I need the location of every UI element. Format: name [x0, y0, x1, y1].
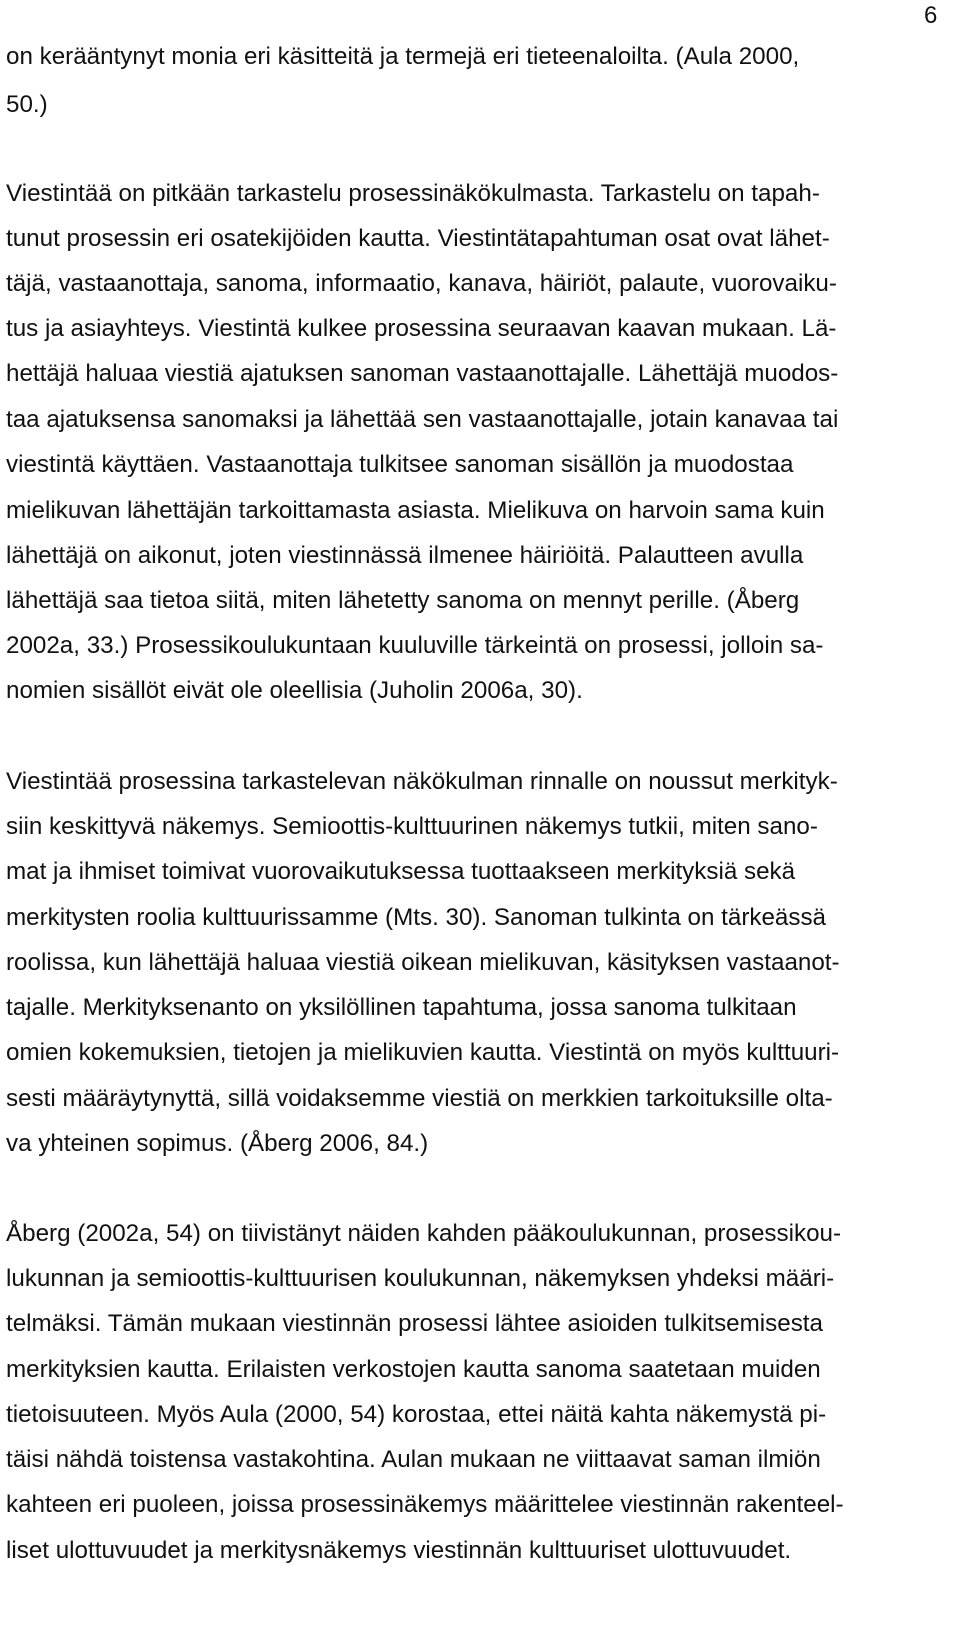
text-line: roolissa, kun lähettäjä haluaa viestiä oikean mielikuvan, käsityksen vastaanot-: [6, 949, 840, 976]
text-line: lähettäjä on aikonut, joten viestinnässä ilmenee häiriöitä. Palautteen avulla: [6, 542, 804, 569]
text-line: hettäjä haluaa viestiä ajatuksen sanoman vastaanottajalle. Lähettäjä muodos-: [6, 360, 839, 387]
text-line: lukunnan ja semioottis-kulttuurisen koulukunnan, näkemyksen yhdeksi määri-: [6, 1265, 835, 1292]
text-line: Viestintää on pitkään tarkastelu prosessinäkökulmasta. Tarkastelu on tapah-: [6, 180, 820, 207]
text-line: Åberg (2002a, 54) on tiivistänyt näiden kahden pääkoulukunnan, prosessikou-: [6, 1220, 842, 1247]
text-line: tajalle. Merkityksenanto on yksilöllinen tapahtuma, jossa sanoma tulkitaan: [6, 994, 797, 1021]
text-line: viestintä käyttäen. Vastaanottaja tulkitsee sanoman sisällön ja muodostaa: [6, 451, 794, 478]
text-line: va yhteinen sopimus. (Åberg 2006, 84.): [6, 1130, 429, 1157]
text-line: taa ajatuksensa sanomaksi ja lähettää sen vastaanottajalle, jotain kanavaa tai: [6, 406, 839, 433]
text-line: täjä, vastaanottaja, sanoma, informaatio, kanava, häiriöt, palaute, vuorovaiku-: [6, 270, 837, 297]
text-line: 2002a, 33.) Prosessikoulukuntaan kuuluville tärkeintä on prosessi, jolloin sa-: [6, 632, 824, 659]
text-line: lähettäjä saa tietoa siitä, miten lähetetty sanoma on mennyt perille. (Åberg: [6, 587, 800, 614]
text-line: omien kokemuksien, tietojen ja mielikuvien kautta. Viestintä on myös kulttuuri-: [6, 1039, 840, 1066]
text-line: täisi nähdä toistensa vastakohtina. Aulan mukaan ne viittaavat saman ilmiön: [6, 1446, 821, 1473]
text-line: sesti määräytynyttä, sillä voidaksemme viestiä on merkkien tarkoituksille olta-: [6, 1085, 833, 1112]
text-line: merkityksien kautta. Erilaisten verkostojen kautta sanoma saatetaan muiden: [6, 1356, 821, 1383]
text-line: mielikuvan lähettäjän tarkoittamasta asiasta. Mielikuva on harvoin sama kuin: [6, 497, 825, 524]
text-line: on kerääntynyt monia eri käsitteitä ja termejä eri tieteenaloilta. (Aula 2000,: [6, 43, 800, 70]
text-line: kahteen eri puoleen, joissa prosessinäkemys määrittelee viestinnän rakenteel-: [6, 1491, 844, 1518]
text-line: 50.): [6, 91, 48, 118]
text-line: Viestintää prosessina tarkastelevan näkökulman rinnalle on noussut merkityk-: [6, 768, 838, 795]
text-line: merkitysten roolia kulttuurissamme (Mts. 30). Sanoman tulkinta on tärkeässä: [6, 904, 827, 931]
page-number: 6: [924, 2, 938, 29]
text-line: mat ja ihmiset toimivat vuorovaikutuksessa tuottaakseen merkityksiä sekä: [6, 858, 796, 885]
text-line: tunut prosessin eri osatekijöiden kautta. Viestintätapahtuman osat ovat lähet-: [6, 225, 830, 252]
text-line: tus ja asiayhteys. Viestintä kulkee prosessina seuraavan kaavan mukaan. Lä-: [6, 315, 837, 342]
text-line: nomien sisällöt eivät ole oleellisia (Juholin 2006a, 30).: [6, 677, 583, 704]
text-line: tietoisuuteen. Myös Aula (2000, 54) korostaa, ettei näitä kahta näkemystä pi-: [6, 1401, 827, 1428]
text-line: siin keskittyvä näkemys. Semioottis-kulttuurinen näkemys tutkii, miten sano-: [6, 813, 818, 840]
text-line: liset ulottuvuudet ja merkitysnäkemys viestinnän kulttuuriset ulottuvuudet.: [6, 1537, 792, 1564]
text-line: telmäksi. Tämän mukaan viestinnän prosessi lähtee asioiden tulkitsemisesta: [6, 1310, 823, 1337]
